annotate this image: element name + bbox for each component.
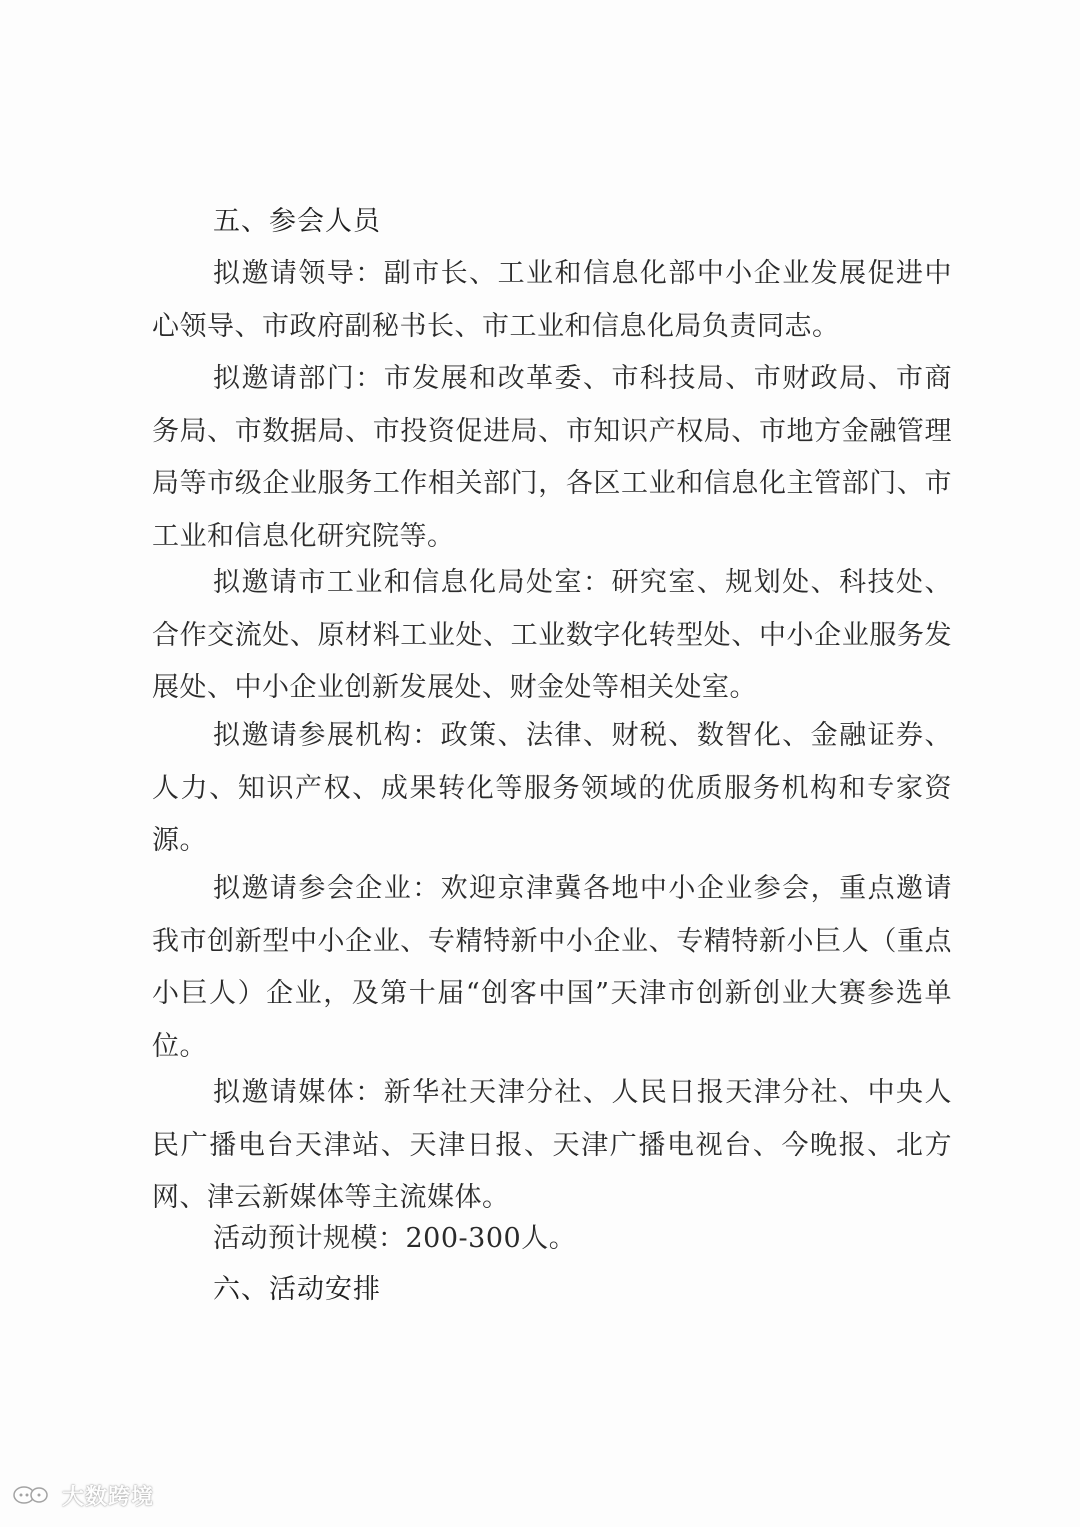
paragraph-bureau-offices: 拟邀请市工业和信息化局处室：研究室、规划处、科技处、合作交流处、原材料工业处、工业数字化转型处、中小企业服务发展处、中小企业创新发展处、财金处等相关处室。	[152, 567, 952, 703]
paragraph-enterprises: 拟邀请参会企业：欢迎京津冀各地中小企业参会，重点邀请我市创新型中小企业、专精特新中小企业、专精特新小巨人（重点小巨人）企业，及第十届“创客中国”天津市创新创业大赛参选单位。	[152, 873, 952, 1062]
paragraph-scale: 活动预计规模：200-300人。	[213, 1223, 577, 1254]
paragraph-media: 拟邀请媒体：新华社天津分社、人民日报天津分社、中央人民广播电台天津站、天津日报、天津广播电视台、今晚报、北方网、津云新媒体等主流媒体。	[152, 1077, 952, 1213]
section-5-heading: 五、参会人员	[213, 206, 381, 237]
paragraph-exhibitors: 拟邀请参展机构：政策、法律、财税、数智化、金融证券、人力、知识产权、成果转化等服务领域的优质服务机构和专家资源。	[152, 720, 952, 856]
watermark-text: 大数跨境	[62, 1484, 155, 1510]
section-6-heading: 六、活动安排	[213, 1274, 381, 1305]
chat-bubble-logo-icon	[12, 1484, 56, 1506]
paragraph-leaders: 拟邀请领导：副市长、工业和信息化部中小企业发展促进中心领导、市政府副秘书长、市工业和信息化局负责同志。	[152, 258, 952, 342]
watermark	[12, 1480, 154, 1510]
paragraph-departments: 拟邀请部门：市发展和改革委、市科技局、市财政局、市商务局、市数据局、市投资促进局、市知识产权局、市地方金融管理局等市级企业服务工作相关部门，各区工业和信息化主管部门、市工业和信息化研究院等。	[152, 363, 952, 552]
